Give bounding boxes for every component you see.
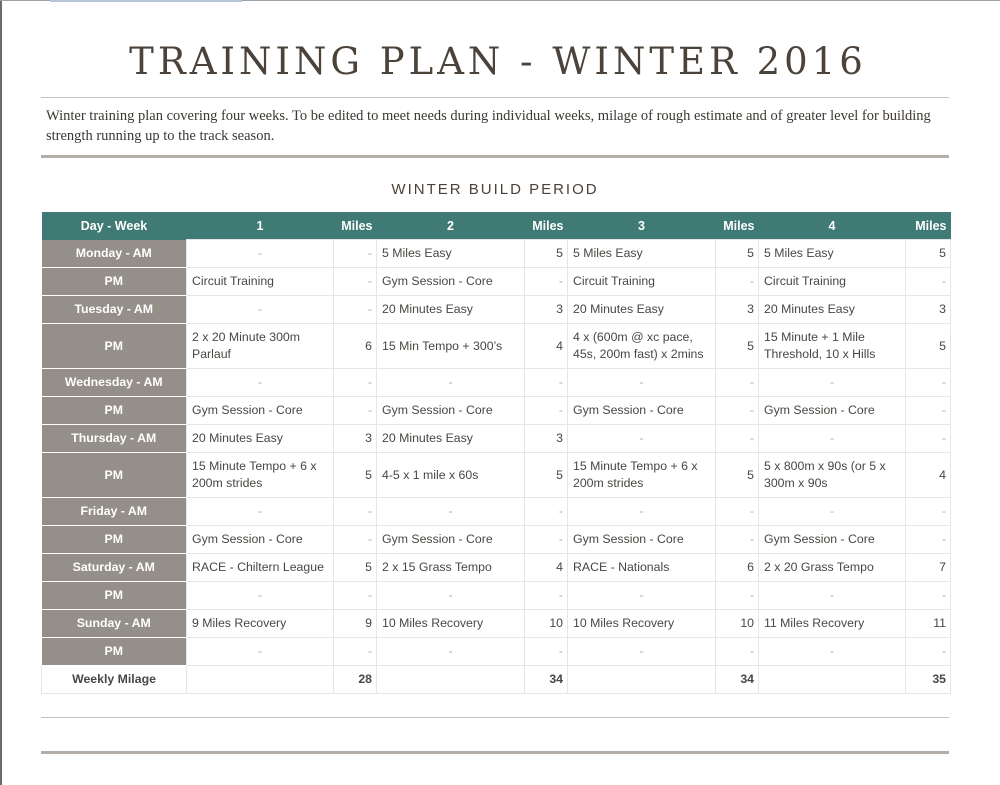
miles-cell: - bbox=[716, 526, 759, 554]
session-cell: - bbox=[187, 498, 334, 526]
miles-cell: 4 bbox=[525, 554, 568, 582]
session-cell: 9 Miles Recovery bbox=[187, 610, 334, 638]
miles-cell: - bbox=[525, 638, 568, 666]
weekly-total-label: Weekly Milage bbox=[42, 666, 187, 694]
miles-cell: - bbox=[906, 526, 951, 554]
session-cell: 15 Minute + 1 Mile Threshold, 10 x Hills bbox=[759, 324, 906, 369]
table-row bbox=[42, 582, 951, 610]
session-cell: 5 Miles Easy bbox=[759, 240, 906, 268]
session-cell: - bbox=[187, 582, 334, 610]
session-cell: 20 Minutes Easy bbox=[377, 296, 525, 324]
session-cell: - bbox=[568, 582, 716, 610]
day-label: Sunday - AM bbox=[42, 610, 187, 638]
table-row bbox=[42, 453, 951, 498]
miles-cell: 4 bbox=[525, 324, 568, 369]
session-cell: 20 Minutes Easy bbox=[377, 425, 525, 453]
footer-rule bbox=[41, 751, 949, 754]
miles-cell: - bbox=[334, 240, 377, 268]
session-cell: 5 Miles Easy bbox=[377, 240, 525, 268]
table-row bbox=[42, 526, 951, 554]
table-row bbox=[42, 240, 951, 268]
weekly-total-empty bbox=[187, 666, 334, 694]
miles-cell: 4 bbox=[906, 453, 951, 498]
day-label: PM bbox=[42, 582, 187, 610]
table-row bbox=[42, 369, 951, 397]
session-cell: 20 Minutes Easy bbox=[187, 425, 334, 453]
miles-cell: - bbox=[716, 498, 759, 526]
session-cell: Circuit Training bbox=[759, 268, 906, 296]
session-cell: - bbox=[759, 582, 906, 610]
session-cell: - bbox=[759, 369, 906, 397]
session-cell: - bbox=[568, 638, 716, 666]
header-miles-2: Miles bbox=[525, 212, 568, 240]
miles-cell: - bbox=[525, 526, 568, 554]
day-label: PM bbox=[42, 324, 187, 369]
miles-cell: - bbox=[716, 268, 759, 296]
session-cell: - bbox=[187, 638, 334, 666]
miles-cell: 6 bbox=[334, 324, 377, 369]
miles-cell: - bbox=[716, 369, 759, 397]
miles-cell: - bbox=[716, 397, 759, 425]
weekly-total-value: 34 bbox=[716, 666, 759, 694]
section-title: WINTER BUILD PERIOD bbox=[391, 181, 599, 198]
miles-cell: 10 bbox=[716, 610, 759, 638]
miles-cell: - bbox=[906, 638, 951, 666]
header-week-2: 2 bbox=[377, 212, 525, 240]
miles-cell: 5 bbox=[906, 324, 951, 369]
miles-cell: - bbox=[525, 268, 568, 296]
miles-cell: - bbox=[525, 397, 568, 425]
weekly-total-empty bbox=[377, 666, 525, 694]
weekly-total-empty bbox=[568, 666, 716, 694]
session-cell: Gym Session - Core bbox=[568, 526, 716, 554]
session-cell: Gym Session - Core bbox=[377, 268, 525, 296]
table-row bbox=[42, 498, 951, 526]
session-cell: 15 Minute Tempo + 6 x 200m strides bbox=[187, 453, 334, 498]
session-cell: 5 Miles Easy bbox=[568, 240, 716, 268]
day-label: Monday - AM bbox=[42, 240, 187, 268]
table-row bbox=[42, 610, 951, 638]
footer-divider bbox=[41, 717, 949, 718]
day-label: Tuesday - AM bbox=[42, 296, 187, 324]
table-header-row bbox=[42, 212, 951, 240]
session-cell: 2 x 20 Minute 300m Parlauf bbox=[187, 324, 334, 369]
miles-cell: 5 bbox=[716, 324, 759, 369]
intro-paragraph: Winter training plan covering four weeks. To be edited to meet needs during individual weeks, milage of rough estimate and of greater level for building strength running up to the track season. bbox=[46, 108, 931, 144]
day-label: Thursday - AM bbox=[42, 425, 187, 453]
session-cell: - bbox=[187, 240, 334, 268]
session-cell: Gym Session - Core bbox=[187, 526, 334, 554]
header-day-week: Day - Week bbox=[42, 212, 187, 240]
session-cell: - bbox=[187, 296, 334, 324]
weekly-total-value: 34 bbox=[525, 666, 568, 694]
miles-cell: 7 bbox=[906, 554, 951, 582]
page-title: TRAINING PLAN - WINTER 2016 bbox=[129, 40, 867, 83]
miles-cell: 5 bbox=[334, 554, 377, 582]
session-cell: - bbox=[377, 582, 525, 610]
miles-cell: 5 bbox=[525, 240, 568, 268]
session-cell: - bbox=[568, 498, 716, 526]
selection-highlight bbox=[50, 0, 242, 2]
miles-cell: - bbox=[906, 582, 951, 610]
session-cell: - bbox=[759, 498, 906, 526]
session-cell: 20 Minutes Easy bbox=[759, 296, 906, 324]
session-cell: - bbox=[377, 638, 525, 666]
session-cell: 10 Miles Recovery bbox=[377, 610, 525, 638]
table-row bbox=[42, 268, 951, 296]
session-cell: Gym Session - Core bbox=[187, 397, 334, 425]
session-cell: Gym Session - Core bbox=[377, 526, 525, 554]
session-cell: 10 Miles Recovery bbox=[568, 610, 716, 638]
day-label: Wednesday - AM bbox=[42, 369, 187, 397]
miles-cell: 6 bbox=[716, 554, 759, 582]
header-week-4: 4 bbox=[759, 212, 906, 240]
session-cell: 2 x 20 Grass Tempo bbox=[759, 554, 906, 582]
header-miles-4: Miles bbox=[906, 212, 951, 240]
session-cell: - bbox=[377, 369, 525, 397]
miles-cell: - bbox=[334, 369, 377, 397]
header-week-1: 1 bbox=[187, 212, 334, 240]
session-cell: - bbox=[377, 498, 525, 526]
day-label: PM bbox=[42, 268, 187, 296]
miles-cell: 5 bbox=[716, 453, 759, 498]
table-row bbox=[42, 397, 951, 425]
miles-cell: - bbox=[906, 498, 951, 526]
table-row bbox=[42, 554, 951, 582]
miles-cell: - bbox=[906, 369, 951, 397]
miles-cell: - bbox=[906, 425, 951, 453]
table-row bbox=[42, 425, 951, 453]
miles-cell: 9 bbox=[334, 610, 377, 638]
miles-cell: - bbox=[906, 268, 951, 296]
miles-cell: 5 bbox=[334, 453, 377, 498]
session-cell: RACE - Nationals bbox=[568, 554, 716, 582]
session-cell: - bbox=[759, 638, 906, 666]
miles-cell: 5 bbox=[716, 240, 759, 268]
session-cell: 15 Minute Tempo + 6 x 200m strides bbox=[568, 453, 716, 498]
weekly-total-value: 28 bbox=[334, 666, 377, 694]
session-cell: Gym Session - Core bbox=[759, 397, 906, 425]
table-row bbox=[42, 638, 951, 666]
day-label: PM bbox=[42, 526, 187, 554]
miles-cell: - bbox=[334, 526, 377, 554]
weekly-total-row bbox=[42, 666, 951, 694]
weekly-total-value: 35 bbox=[906, 666, 951, 694]
miles-cell: - bbox=[334, 498, 377, 526]
session-cell: 5 x 800m x 90s (or 5 x 300m x 90s bbox=[759, 453, 906, 498]
miles-cell: - bbox=[334, 397, 377, 425]
day-label: PM bbox=[42, 638, 187, 666]
table-row bbox=[42, 324, 951, 369]
title-divider bbox=[41, 97, 949, 98]
miles-cell: - bbox=[334, 638, 377, 666]
miles-cell: - bbox=[334, 268, 377, 296]
day-label: Friday - AM bbox=[42, 498, 187, 526]
miles-cell: 10 bbox=[525, 610, 568, 638]
miles-cell: 5 bbox=[906, 240, 951, 268]
session-cell: 4 x (600m @ xc pace, 45s, 200m fast) x 2mins bbox=[568, 324, 716, 369]
miles-cell: - bbox=[716, 425, 759, 453]
miles-cell: - bbox=[334, 296, 377, 324]
session-cell: Circuit Training bbox=[187, 268, 334, 296]
miles-cell: 3 bbox=[906, 296, 951, 324]
miles-cell: 3 bbox=[716, 296, 759, 324]
miles-cell: 3 bbox=[525, 296, 568, 324]
training-plan-table bbox=[41, 212, 951, 694]
day-label: Saturday - AM bbox=[42, 554, 187, 582]
session-cell: 11 Miles Recovery bbox=[759, 610, 906, 638]
miles-cell: - bbox=[525, 498, 568, 526]
session-cell: 2 x 15 Grass Tempo bbox=[377, 554, 525, 582]
day-label: PM bbox=[42, 397, 187, 425]
session-cell: - bbox=[187, 369, 334, 397]
miles-cell: - bbox=[334, 582, 377, 610]
miles-cell: - bbox=[716, 638, 759, 666]
session-cell: 20 Minutes Easy bbox=[568, 296, 716, 324]
session-cell: - bbox=[568, 425, 716, 453]
table-row bbox=[42, 296, 951, 324]
miles-cell: 3 bbox=[525, 425, 568, 453]
session-cell: 4-5 x 1 mile x 60s bbox=[377, 453, 525, 498]
miles-cell: - bbox=[525, 582, 568, 610]
weekly-total-empty bbox=[759, 666, 906, 694]
session-cell: RACE - Chiltern League bbox=[187, 554, 334, 582]
session-cell: 15 Min Tempo + 300’s bbox=[377, 324, 525, 369]
miles-cell: - bbox=[906, 397, 951, 425]
header-miles-1: Miles bbox=[334, 212, 377, 240]
session-cell: - bbox=[568, 369, 716, 397]
header-week-3: 3 bbox=[568, 212, 716, 240]
session-cell: Circuit Training bbox=[568, 268, 716, 296]
miles-cell: 11 bbox=[906, 610, 951, 638]
day-label: PM bbox=[42, 453, 187, 498]
header-miles-3: Miles bbox=[716, 212, 759, 240]
session-cell: - bbox=[759, 425, 906, 453]
intro-divider bbox=[41, 155, 949, 158]
miles-cell: - bbox=[525, 369, 568, 397]
window-left-edge bbox=[0, 0, 2, 785]
miles-cell: 3 bbox=[334, 425, 377, 453]
miles-cell: 5 bbox=[525, 453, 568, 498]
session-cell: Gym Session - Core bbox=[377, 397, 525, 425]
session-cell: Gym Session - Core bbox=[759, 526, 906, 554]
miles-cell: - bbox=[716, 582, 759, 610]
session-cell: Gym Session - Core bbox=[568, 397, 716, 425]
